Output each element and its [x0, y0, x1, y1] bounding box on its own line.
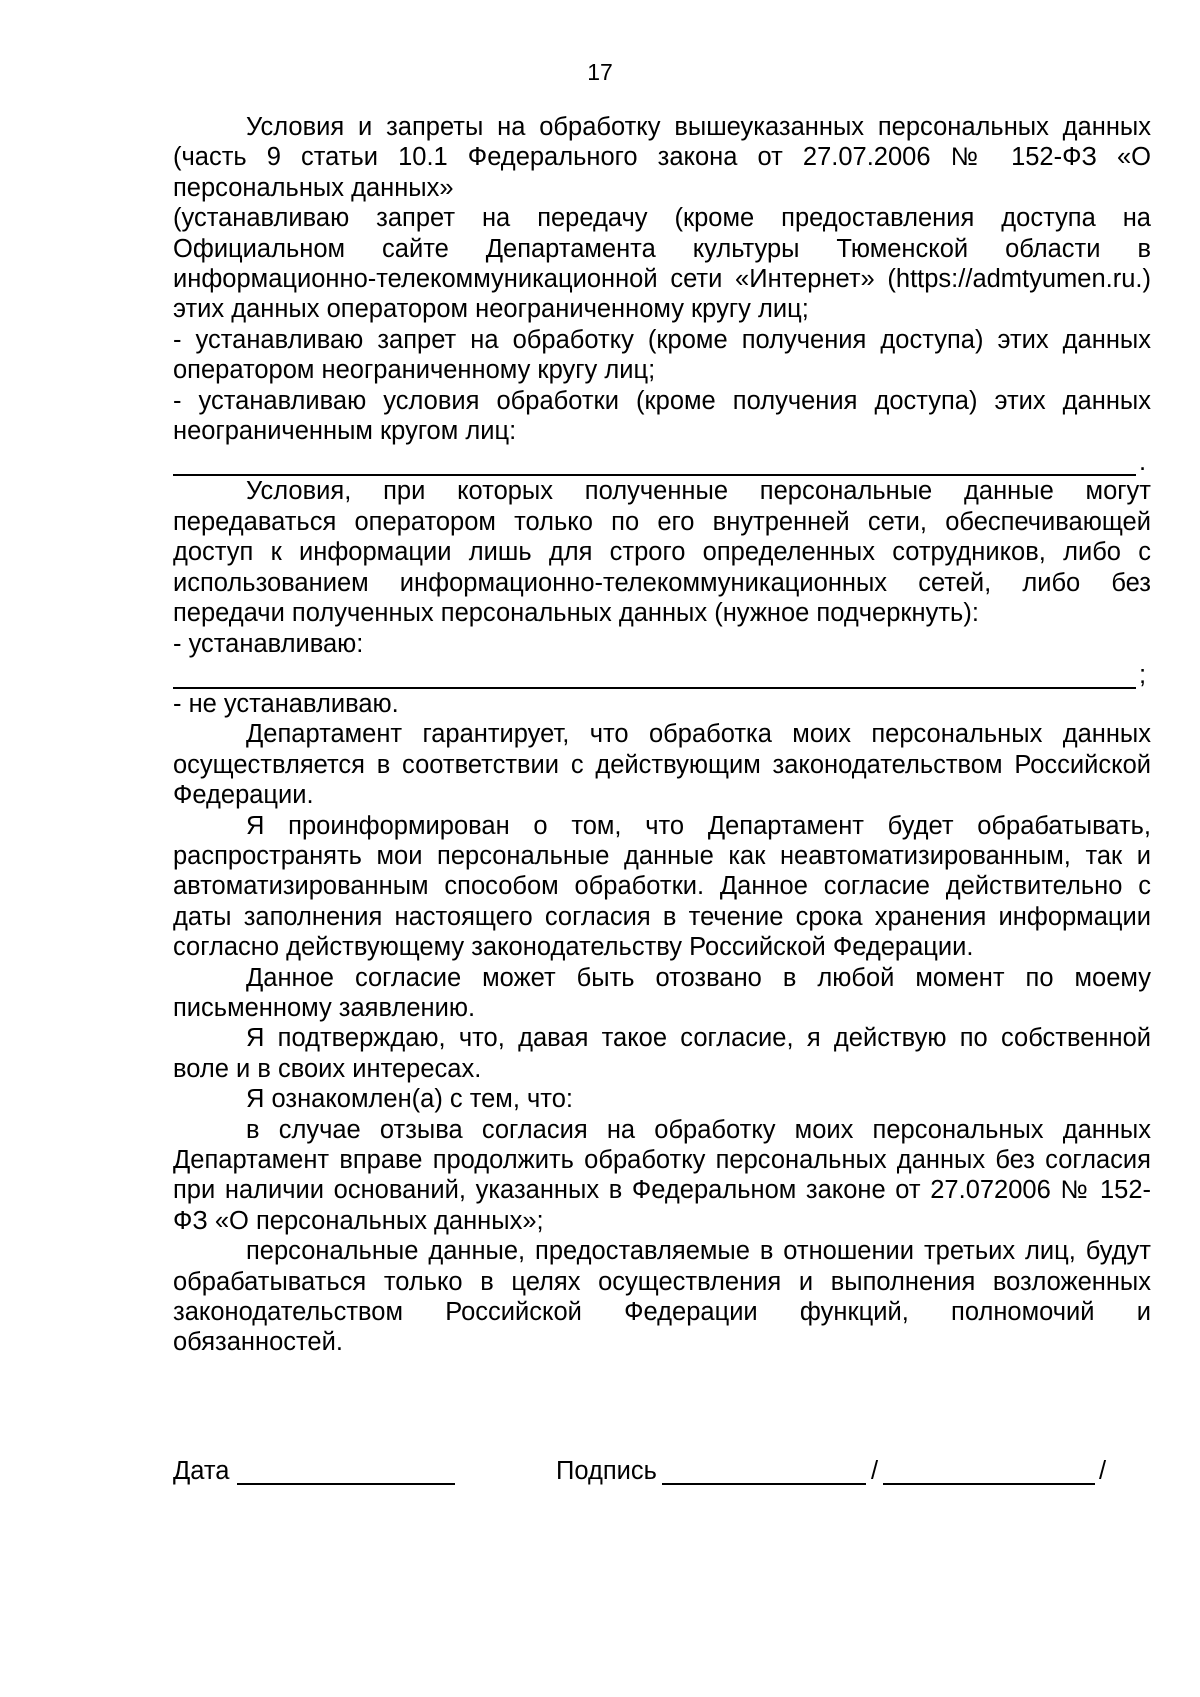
paragraph: - не устанавливаю. — [173, 689, 399, 718]
paragraph: (устанавливаю запрет на передачу (кроме предоставления доступа на Официальном сайте Департамента культуры Тюменской области в информационно-телекоммуникационной сети «Интернет» (https://admtyumen.ru.) этих данных оператором неограниченному кругу лиц; — [173, 204, 1151, 324]
date-label: Дата — [173, 1457, 230, 1485]
paragraph: Я ознакомлен(а) с тем, что: — [246, 1085, 573, 1114]
paragraph: - устанавливаю условия обработки (кроме получения доступа) этих данных неограниченным кругом лиц: — [173, 386, 1151, 446]
blank-rule[interactable] — [173, 663, 1136, 689]
paragraph: Данное согласие может быть отозвано в любой момент по моему письменному заявлению. — [173, 963, 1151, 1022]
fill-in-line[interactable] — [173, 659, 1151, 689]
line-end-mark: ; — [1139, 660, 1147, 689]
slash-open: / — [871, 1457, 879, 1485]
signature-block — [173, 1455, 1151, 1491]
paragraph: - устанавливаю запрет на обработку (кроме получения доступа) этих данных оператором неограниченному кругу лиц; — [173, 325, 1151, 385]
signature-label: Подпись — [556, 1457, 657, 1485]
paragraph: Департамент гарантирует, что обработка моих персональных данных осуществляется в соответствии с действующим законодательством Российской Федерации. — [173, 720, 1151, 810]
document-body — [173, 112, 1151, 1358]
paragraph: Условия, при которых полученные персональные данные могут передаваться оператором только по его внутренней сети, обеспечивающей доступ к информации лишь для строго определенных сотрудников, либо с использованием информационно-телекоммуникационных сетей, либо без передачи полученных персональных данных (нужное подчеркнуть): — [173, 477, 1151, 628]
paragraph: Условия и запреты на обработку вышеуказанных персональных данных (часть 9 статьи 10.1 Федерального закона от 27.07.2006 № 152-ФЗ «О персональных данных» — [173, 113, 1151, 202]
line-end-mark: . — [1139, 448, 1147, 477]
paragraph: в случае отзыва согласия на обработку моих персональных данных Департамент вправе продолжить обработку персональных данных без согласия при наличии оснований, указанных в Федеральном законе от 27.072006 № 152-ФЗ «О персональных данных»; — [173, 1115, 1151, 1235]
signature-blank-field[interactable] — [662, 1483, 866, 1485]
slash-close: / — [1099, 1457, 1107, 1485]
paragraph: персональные данные, предоставляемые в отношении третьих лиц, будут обрабатываться только в целях осуществления и выполнения возложенных законодательством Российской Федерации функций, полномочий и обязанностей. — [173, 1237, 1151, 1357]
blank-rule[interactable] — [173, 450, 1136, 476]
paragraph: Я подтверждаю, что, давая такое согласие, я действую по собственной воле и в своих интересах. — [173, 1024, 1151, 1083]
page-number: 17 — [587, 59, 613, 85]
paragraph: Я проинформирован о том, что Департамент будет обрабатывать, распространять мои персональные данные как неавтоматизированным, так и автоматизированным способом обработки. Данное согласие действительно с даты заполнения настоящего согласия в течение срока хранения информации согласно действующему законодательству Российской Федерации. — [173, 811, 1151, 962]
name-blank-field[interactable] — [883, 1483, 1095, 1485]
date-blank-field[interactable] — [237, 1483, 455, 1485]
fill-in-line[interactable] — [173, 446, 1151, 476]
paragraph: - устанавливаю: — [173, 629, 364, 658]
